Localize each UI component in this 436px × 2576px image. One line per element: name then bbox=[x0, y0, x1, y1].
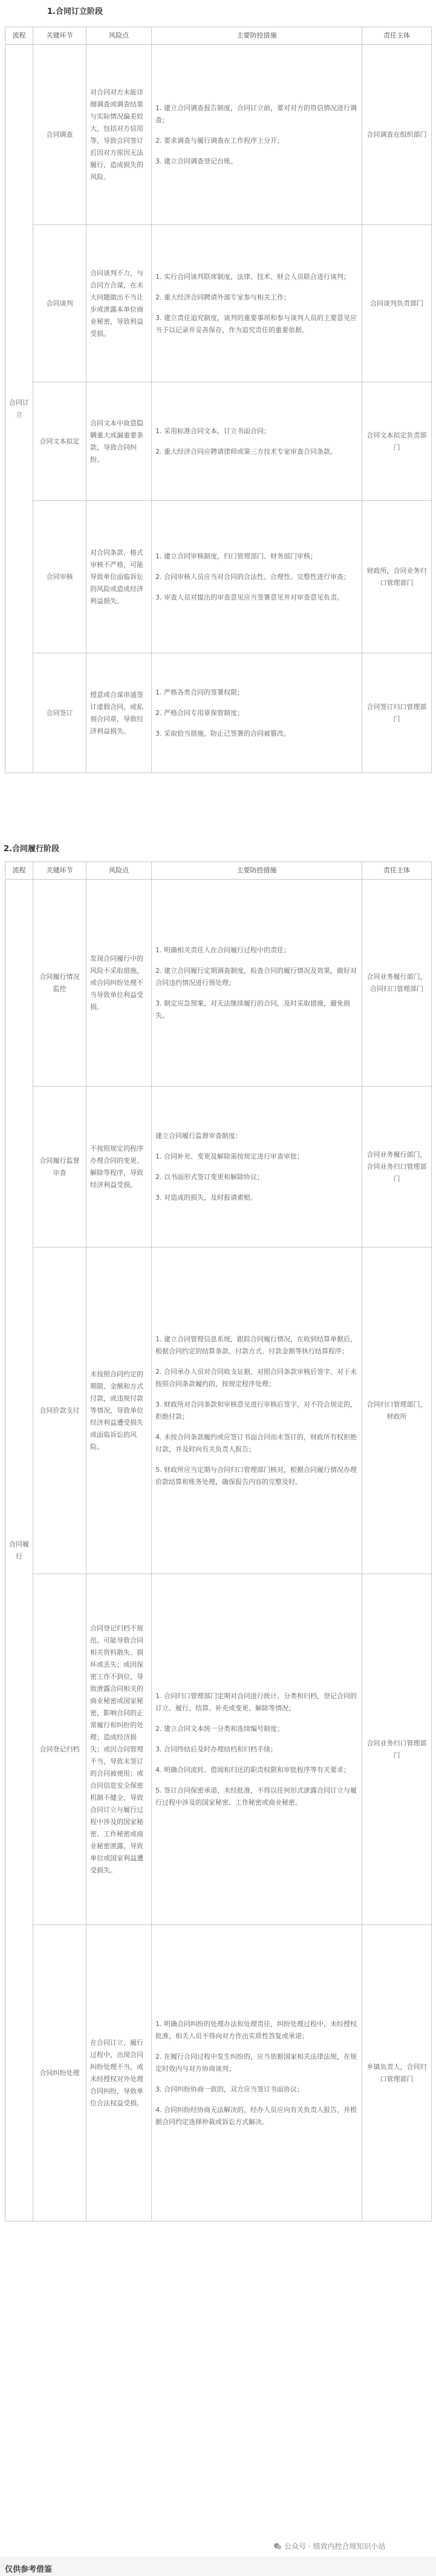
key-link-cell: 合同纠纷处理 bbox=[33, 1925, 86, 2221]
watermark-text: 公众号 · 绩效内控合规知识小站 bbox=[284, 2542, 386, 2551]
control-measure-item: 1. 合同归口管理部门定期对合同进行统计、分类和归档，登记合同的订立、履行、结算、补充或变更、解除等情况； bbox=[155, 1692, 357, 1712]
control-measure-item: 2. 合同承办人员对合同收支证据、对照合同条款审核后签字，对于未按照合同条款履约的，按规定程序处理； bbox=[155, 1367, 357, 1388]
header-measures: 主要防控措施 bbox=[152, 27, 362, 45]
risk-point-cell: 发现合同履行中的风险不采取措施，或合同纠纷处理不当导致单位利益受损。 bbox=[86, 880, 152, 1087]
table-row bbox=[5, 880, 432, 1087]
control-measure-item: 建立合同履行监督审查制度： bbox=[155, 1131, 242, 1140]
header-owner: 责任主体 bbox=[362, 862, 432, 880]
table-header-row bbox=[5, 862, 432, 880]
responsible-party-cell: 合同文本拟定负责部门 bbox=[362, 382, 432, 501]
control-measure-item: 2. 重大经济合同应聘请律师或第三方技术专家审查合同条款。 bbox=[155, 447, 337, 456]
table-row bbox=[5, 501, 432, 653]
control-measure-item: 3. 建立合同调查登记台账。 bbox=[155, 157, 237, 165]
key-link-cell: 合同审核 bbox=[33, 501, 86, 653]
control-measures-cell bbox=[152, 225, 362, 382]
control-measure-item: 2. 要求调查与履行调查在工作程序上分开； bbox=[155, 136, 284, 145]
process-stage-cell: 合同订立 bbox=[5, 45, 33, 773]
risk-point-cell: 合同文本中故意隐瞒重大或漏重要条款，导致合同纠纷。 bbox=[86, 382, 152, 501]
control-measure-item: 4. 合同纠纷经协商无法解决的，经办人员应向有关负责人报告，并根据合同约定选择仲裁或诉讼方式解决。 bbox=[155, 2105, 357, 2126]
control-measures-cell bbox=[152, 45, 362, 225]
risk-point-cell: 不按照规定的程序办理合同的变更、解除等程序，导致经济利益受损。 bbox=[86, 1087, 152, 1247]
responsible-party-cell: 合同业务履行部门，合同归口管理部门 bbox=[362, 880, 432, 1087]
header-risk: 风险点 bbox=[86, 27, 152, 45]
control-measure-item: 3. 建立责任追究制度，谈判的重要事项和参与谈判人员的主要意见应当予以记录并妥善保存，作为追究责任的重要依据。 bbox=[155, 313, 357, 334]
contract-signing-table bbox=[5, 27, 432, 773]
control-measure-item: 2. 建立合同履行定期调查制度，检查合同的履行情况及效果，做好对合同违约情况进行预处理； bbox=[155, 966, 357, 987]
risk-point-cell: 对合同对方未能详细调查或调查结果与实际情况偏差较大，包括对方信用等，导致合同签订后因对方原因无法履行，造成损失的风险。 bbox=[86, 45, 152, 225]
control-measures-cell bbox=[152, 1925, 362, 2221]
responsible-party-cell: 乡镇负责人，合同归口管理部门 bbox=[362, 1925, 432, 2221]
control-measure-item: 1. 实行合同谈判联席制度，法律、技术、财会人员联合进行谈判； bbox=[155, 272, 350, 281]
header-process: 流程 bbox=[5, 862, 33, 880]
table-row bbox=[5, 1247, 432, 1574]
wechat-icon bbox=[273, 2542, 282, 2551]
key-link-cell: 合同签订 bbox=[33, 653, 86, 773]
control-measure-item: 1. 明确合同纠纷的处理办法和处理责任，纠纷处理过程中，未经授权批准，相关人员不得向对方作出实质性答复或承诺； bbox=[155, 2019, 357, 2040]
responsible-party-cell: 合同调查在组织部门 bbox=[362, 45, 432, 225]
key-link-cell: 合同履行情况监控 bbox=[33, 880, 86, 1087]
control-measure-item: 1. 采用标准合同文本，订立书面合同； bbox=[155, 427, 270, 435]
control-measure-item: 3. 财政所对合同条款和审核意见进行审核后签字，对不符合规定的，拒绝付款； bbox=[155, 1400, 357, 1420]
control-measures-cell bbox=[152, 382, 362, 501]
responsible-party-cell: 合同谈判负责部门 bbox=[362, 225, 432, 382]
table-row bbox=[5, 45, 432, 225]
control-measure-item: 2. 建立合同文本统一分类和连续编号制度； bbox=[155, 1724, 284, 1733]
risk-point-cell: 未按照合同约定的期限、金额和方式付款，或违规付款等情况，导致单位经济利益遭受损失或面临诉讼的风险。 bbox=[86, 1247, 152, 1574]
control-measure-item: 2. 以书面形式签订变更和解除协议； bbox=[155, 1172, 264, 1181]
control-measures-cell bbox=[152, 1247, 362, 1574]
table-row bbox=[5, 1925, 432, 2221]
control-measures-cell bbox=[152, 880, 362, 1087]
control-measure-item: 3. 采取恰当措施，防止已签署的合同被篡改。 bbox=[155, 729, 290, 737]
control-measure-item: 1. 建立合同管理信息系统，跟踪合同履行情况，在收到结算单据后，根据合同约定的结算条款、付款方式、付款金额等执行结算程序； bbox=[155, 1335, 357, 1355]
key-link-cell: 合同文本拟定 bbox=[33, 382, 86, 501]
watermark bbox=[273, 2541, 385, 2551]
table-row bbox=[5, 1574, 432, 1925]
control-measures-cell bbox=[152, 1087, 362, 1247]
footer-label: 仅供参考借鉴 bbox=[5, 2565, 53, 2574]
header-process: 流程 bbox=[5, 27, 33, 45]
responsible-party-cell: 合同归口管理部门，财政所 bbox=[362, 1247, 432, 1574]
header-risk: 风险点 bbox=[86, 862, 152, 880]
footer-bar bbox=[0, 2557, 436, 2576]
control-measure-item: 4. 明确合同流转、借阅和归还的职责权限和审批程序等有关要求； bbox=[155, 1765, 350, 1774]
key-link-cell: 合同调查 bbox=[33, 45, 86, 225]
control-measure-item: 2. 在履行合同过程中发生纠纷的，应当依据国家相关法律法规，在规定时效内与对方协商谈判； bbox=[155, 2052, 357, 2073]
control-measure-item: 3. 合同终结后及时办理结档和归档手续； bbox=[155, 1745, 277, 1753]
responsible-party-cell: 合同业务履行部门，合同业务归口管理部门 bbox=[362, 1087, 432, 1247]
responsible-party-cell: 合同业务归口管理部门 bbox=[362, 1574, 432, 1925]
control-measure-item: 3. 合同纠纷协商一致的，双方应当签订书面协议； bbox=[155, 2085, 304, 2093]
control-measure-item: 3. 审查人员对提出的审查意见应当签署意见并对审查意见负责。 bbox=[155, 593, 343, 601]
table-row bbox=[5, 1087, 432, 1247]
header-key-link: 关键环节 bbox=[33, 27, 86, 45]
control-measure-item: 1. 明确相关责任人在合同履行过程中的责任； bbox=[155, 946, 290, 954]
process-stage-cell: 合同履行 bbox=[5, 880, 33, 2221]
control-measure-item: 1. 建立合同审核制度，归口管理部门、财务部门审核； bbox=[155, 552, 317, 560]
header-key-link: 关键环节 bbox=[33, 862, 86, 880]
control-measure-item: 2. 严格合同专用章保管制度； bbox=[155, 708, 244, 717]
control-measures-cell bbox=[152, 1574, 362, 1925]
table-header-row bbox=[5, 27, 432, 45]
key-link-cell: 合同登记归档 bbox=[33, 1574, 86, 1925]
control-measure-item: 5. 签订合同保密承诺，未经批准，不得以任何形式泄露合同订立与履行过程中涉及的国家秘密、工作秘密或商业秘密。 bbox=[155, 1786, 357, 1806]
control-measure-item: 5. 财政所应当定期与合同归口管理部门核对，根据合同履行情况办理价款结算和账务处理，确保报告内容的完整及时。 bbox=[155, 1465, 357, 1486]
control-measure-item: 1. 建立合同调查报告制度，合同订立前，要对对方的资信情况进行调查； bbox=[155, 103, 357, 124]
control-measure-item: 2. 重大经济合同聘请外部专家参与相关工作； bbox=[155, 293, 290, 301]
control-measure-item: 3. 对造成的损失，及时报请索赔。 bbox=[155, 1193, 257, 1201]
control-measure-item: 3. 制定应急预案，对无法继续履行的合同，及时采取措施，避免损失。 bbox=[155, 999, 350, 1019]
control-measure-item: 4. 未按合同条款履约或应签订书面合同而未签订的，财政所有权拒绝付款，并及时向有关负责人报告； bbox=[155, 1433, 357, 1453]
responsible-party-cell: 合同签订归口管理部门 bbox=[362, 653, 432, 773]
key-link-cell: 合同谈判 bbox=[33, 225, 86, 382]
control-measure-item: 1. 严格各类合同的签署权限； bbox=[155, 688, 244, 696]
responsible-party-cell: 财政所，合同业务归口管理部门 bbox=[362, 501, 432, 653]
risk-point-cell: 合同谈判不力，与合同方合谋，在未大问题做出不当让步或泄露本单位商业秘密，导致利益受损。 bbox=[86, 225, 152, 382]
risk-point-cell: 在合同订立、履行过程中，出现合同纠纷处理不当，或未经授权对外处理合同纠纷，导致单位合法权益受损。 bbox=[86, 1925, 152, 2221]
control-measures-cell bbox=[152, 653, 362, 773]
header-measures: 主要防控措施 bbox=[152, 862, 362, 880]
key-link-cell: 合同履行监督审查 bbox=[33, 1087, 86, 1247]
risk-point-cell: 合同登记归档不规范，可能导致合同相关资料散失、损坏或丢失；或因保密工作不到位，导致泄露合同相关的商业秘密或国家秘密，影响合同的正常履行和纠纷的处理；造成经济损失；或因合同管理不当，导致未签订的合同被使用；或合同信息安全保密机制不健全，导致合同订立与履行过程中涉及的国家秘密、工作秘密或商业秘密泄露，导致单位或国家利益遭受损失。 bbox=[86, 1574, 152, 1925]
table-row bbox=[5, 653, 432, 773]
control-measure-item: 1. 合同补充、变更及解除需按规定进行审查审批； bbox=[155, 1152, 304, 1160]
control-measures-cell bbox=[152, 501, 362, 653]
risk-point-cell: 授意或合谋串通签订虚假合同，或私刻合同章，导致经济利益损失。 bbox=[86, 653, 152, 773]
key-link-cell: 合同价款支付 bbox=[33, 1247, 86, 1574]
table-row bbox=[5, 382, 432, 501]
risk-point-cell: 对合同条款、格式审核不严格，可能导致单位面临诉讼的风险或造成经济利益损失。 bbox=[86, 501, 152, 653]
control-measure-item: 2. 合同审核人员应当对合同的合法性、合理性、完整性进行审查； bbox=[155, 572, 350, 581]
header-owner: 责任主体 bbox=[362, 27, 432, 45]
contract-performance-table bbox=[5, 861, 432, 2221]
table-row bbox=[5, 225, 432, 382]
